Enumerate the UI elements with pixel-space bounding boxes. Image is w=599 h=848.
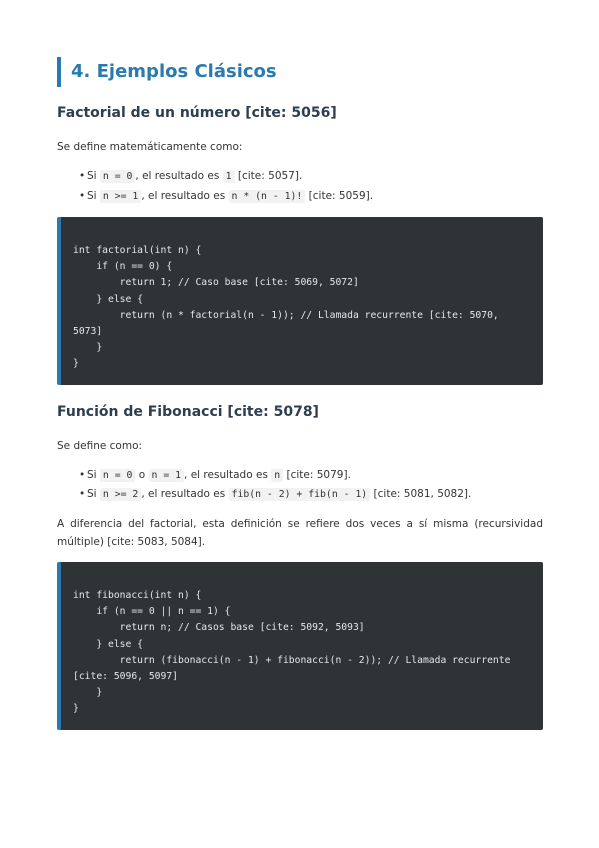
bullet-text: Si [87, 469, 100, 481]
code-line: return (fibonacci(n - 1) + fibonacci(n - 2)); // Llamada recurrente [73, 654, 511, 666]
bullet-text: Si [87, 488, 100, 500]
code-line: if (n == 0) { [73, 261, 173, 273]
code-line: } else { [73, 638, 143, 650]
bullet-text: , el resultado es [135, 170, 223, 182]
inline-code: n = 1 [149, 469, 185, 482]
code-line: } [73, 687, 103, 699]
bullet-dot: • [79, 170, 86, 182]
bullet-dot: • [79, 469, 86, 481]
factorial-intro: Se define matemáticamente como: [57, 141, 243, 153]
code-line: return 1; // Caso base [cite: 5069, 5072] [73, 277, 359, 289]
inline-code: n = 0 [100, 170, 136, 183]
code-line: } else { [73, 293, 143, 305]
inline-code: n = 0 [100, 469, 136, 482]
factorial-bullet-1 [79, 167, 539, 186]
bullet-text: [cite: 5079]. [283, 469, 351, 481]
bullet-text: Si [87, 190, 100, 202]
bullet-text: Si [87, 170, 100, 182]
bullet-text: o [135, 469, 149, 481]
inline-code: 1 [223, 170, 235, 183]
factorial-code-block [57, 217, 543, 385]
inline-code: fib(n - 2) + fib(n - 1) [229, 488, 371, 501]
fibonacci-intro: Se define como: [57, 440, 143, 452]
code-line: 5073] [73, 326, 103, 338]
code-line: return (n * factorial(n - 1)); // Llamada recurrente [cite: 5070, [73, 309, 499, 321]
code-line: if (n == 0 || n == 1) { [73, 606, 231, 618]
fibonacci-code-block [57, 562, 543, 730]
code-line: } [73, 703, 79, 715]
section-title: 4. Ejemplos Clásicos [57, 57, 543, 87]
bullet-text: , el resultado es [141, 190, 229, 202]
inline-code: n [271, 469, 283, 482]
factorial-heading: Factorial de un número [cite: 5056] [57, 105, 337, 121]
fibonacci-bullet-2 [79, 485, 539, 504]
inline-code: n >= 2 [100, 488, 141, 501]
bullet-text: , el resultado es [184, 469, 272, 481]
bullet-text: , el resultado es [141, 488, 229, 500]
bullet-text: [cite: 5059]. [305, 190, 374, 202]
bullet-dot: • [79, 488, 86, 500]
code-line: [cite: 5096, 5097] [73, 671, 178, 683]
factorial-bullet-2 [79, 187, 539, 206]
bullet-dot: • [79, 190, 86, 202]
inline-code: n >= 1 [100, 190, 141, 203]
bullet-text: [cite: 5081, 5082]. [370, 488, 472, 500]
bullet-text: [cite: 5057]. [234, 170, 303, 182]
code-line: } [73, 342, 103, 354]
fibonacci-heading: Función de Fibonacci [cite: 5078] [57, 404, 319, 420]
code-line: int fibonacci(int n) { [73, 590, 202, 601]
fibonacci-bullet-1 [79, 466, 539, 485]
inline-code: n * (n - 1)! [229, 190, 306, 203]
code-line: int factorial(int n) { [73, 245, 202, 256]
code-line: return n; // Casos base [cite: 5092, 5093] [73, 622, 365, 634]
code-line: } [73, 358, 79, 370]
fibonacci-paragraph: A diferencia del factorial, esta definición se refiere dos veces a sí misma (recursividad múltiple) [cite: 5083, 5084]. [57, 518, 543, 548]
